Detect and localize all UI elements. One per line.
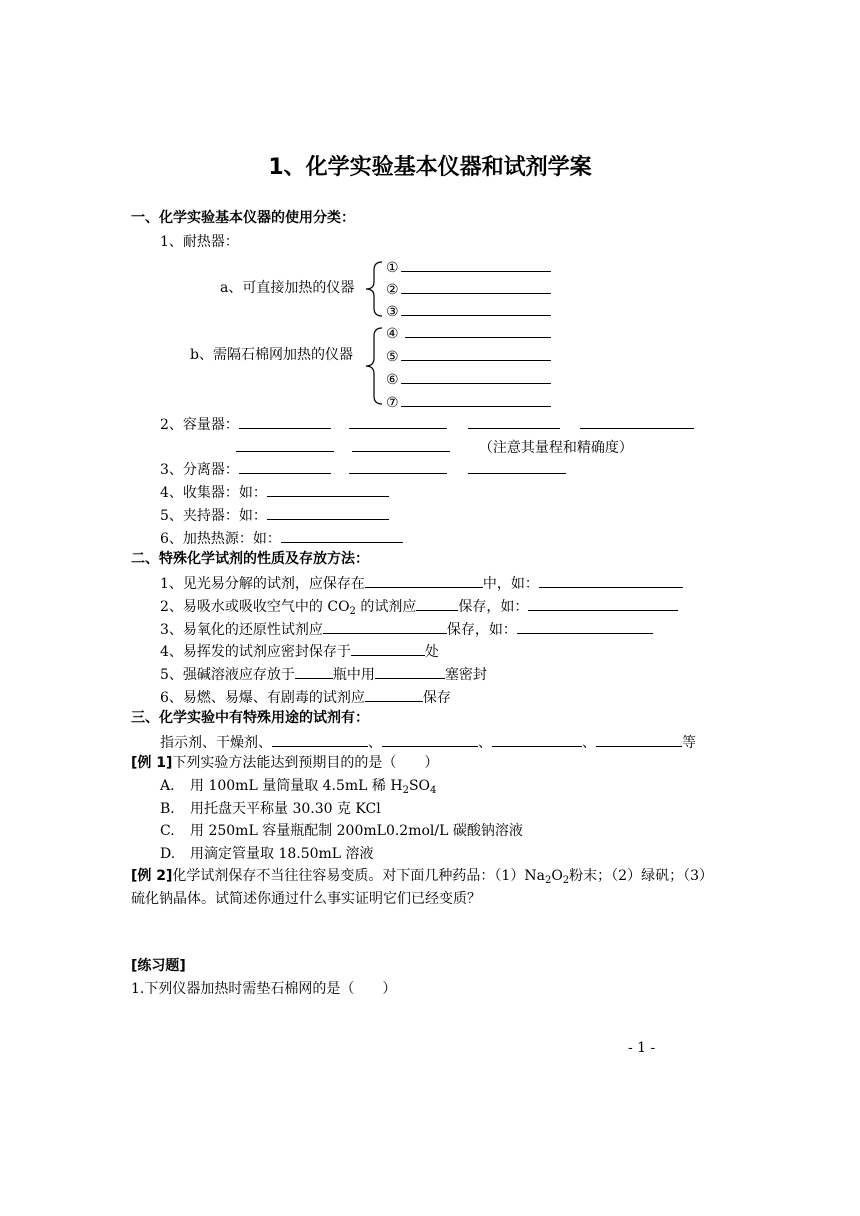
mark-4: ④ [386, 322, 551, 344]
s2-line6: 6、易燃、易爆、有剧毒的试剂应 保存 [160, 686, 451, 708]
item3-label: 3、分离器： [160, 458, 566, 480]
practice-heading: [练习题] [131, 958, 186, 974]
option-a: A. 用 100mL 量筒量取 4.5mL 稀 $H_2SO_4$ [160, 778, 437, 796]
example2-tag: [例 2] [131, 868, 173, 884]
example1 [131, 753, 438, 773]
brace-a [364, 260, 384, 318]
group-b-label: b、需隔石棉网加热的仪器 [190, 347, 353, 363]
mark-5: ⑤ [386, 345, 551, 367]
mark-6: ⑥ [386, 368, 551, 390]
item6-label: 6、加热热源：如： [160, 527, 403, 549]
option-b: B. 用托盘天平称量 30.30 克 KCl [160, 801, 381, 817]
example2-line2: 硫化钠晶体。试简述你通过什么事实证明它们已经变质？ [131, 891, 481, 907]
s2-line2: 2、易吸水或吸收空气中的 $CO_2$ 的试剂应 保存，如： [160, 595, 678, 617]
practice-q1: 1.下列仪器加热时需垫石棉网的是（ ） [131, 981, 397, 997]
mark-1: ① [386, 256, 551, 278]
option-c: C. 用 250mL 容量瓶配制 200mL0.2mol/L 碳酸钠溶液 [160, 823, 523, 839]
example1-question: 下列实验方法能达到预期目的的是（ ） [172, 755, 439, 771]
item5-label: 5、夹持器：如： [160, 504, 389, 526]
group-a-label: a、可直接加热的仪器 [220, 280, 355, 296]
item2-line2 [236, 436, 633, 458]
page-number: - 1 - [628, 1040, 656, 1056]
mark-7: ⑦ [386, 391, 551, 413]
option-d: D. 用滴定管量取 18.50mL 溶液 [160, 846, 374, 862]
example1-tag: [例 1] [131, 755, 173, 771]
s2-line4: 4、易挥发的试剂应密封保存于 处 [160, 640, 439, 662]
example2-line1: [例 2]化学试剂保存不当往往容易变质。对下面几种药品：$(1)Na_2O_2$粉末；（2）绿矾；（3） [131, 868, 713, 886]
section2-heading: 二、特殊化学试剂的性质及存放方法： [131, 551, 369, 567]
s3-line: 指示剂、干燥剂、 、 、 、 等 [160, 731, 696, 753]
item1-label: 1、耐热器： [160, 234, 239, 250]
item2-note: （注意其量程和精确度） [478, 440, 633, 456]
item4-label: 4、收集器：如： [160, 481, 389, 503]
mark-3: ③ [386, 300, 551, 322]
s2-line5: 5、强碱溶液应存放于 瓶中用 塞密封 [160, 663, 487, 685]
item2-label: 2、容量器： [160, 413, 694, 435]
brace-b [364, 326, 384, 406]
s2-line3: 3、易氧化的还原性试剂应 保存，如： [160, 618, 653, 640]
mark-2: ② [386, 278, 551, 300]
page-title: 1、化学实验基本仪器和试剂学案 [268, 155, 592, 180]
section1-heading: 一、化学实验基本仪器的使用分类： [131, 210, 355, 226]
s2-line1: 1、见光易分解的试剂，应保存在 中，如： [160, 572, 683, 594]
section3-heading: 三、化学实验中有特殊用途的试剂有： [131, 710, 369, 726]
